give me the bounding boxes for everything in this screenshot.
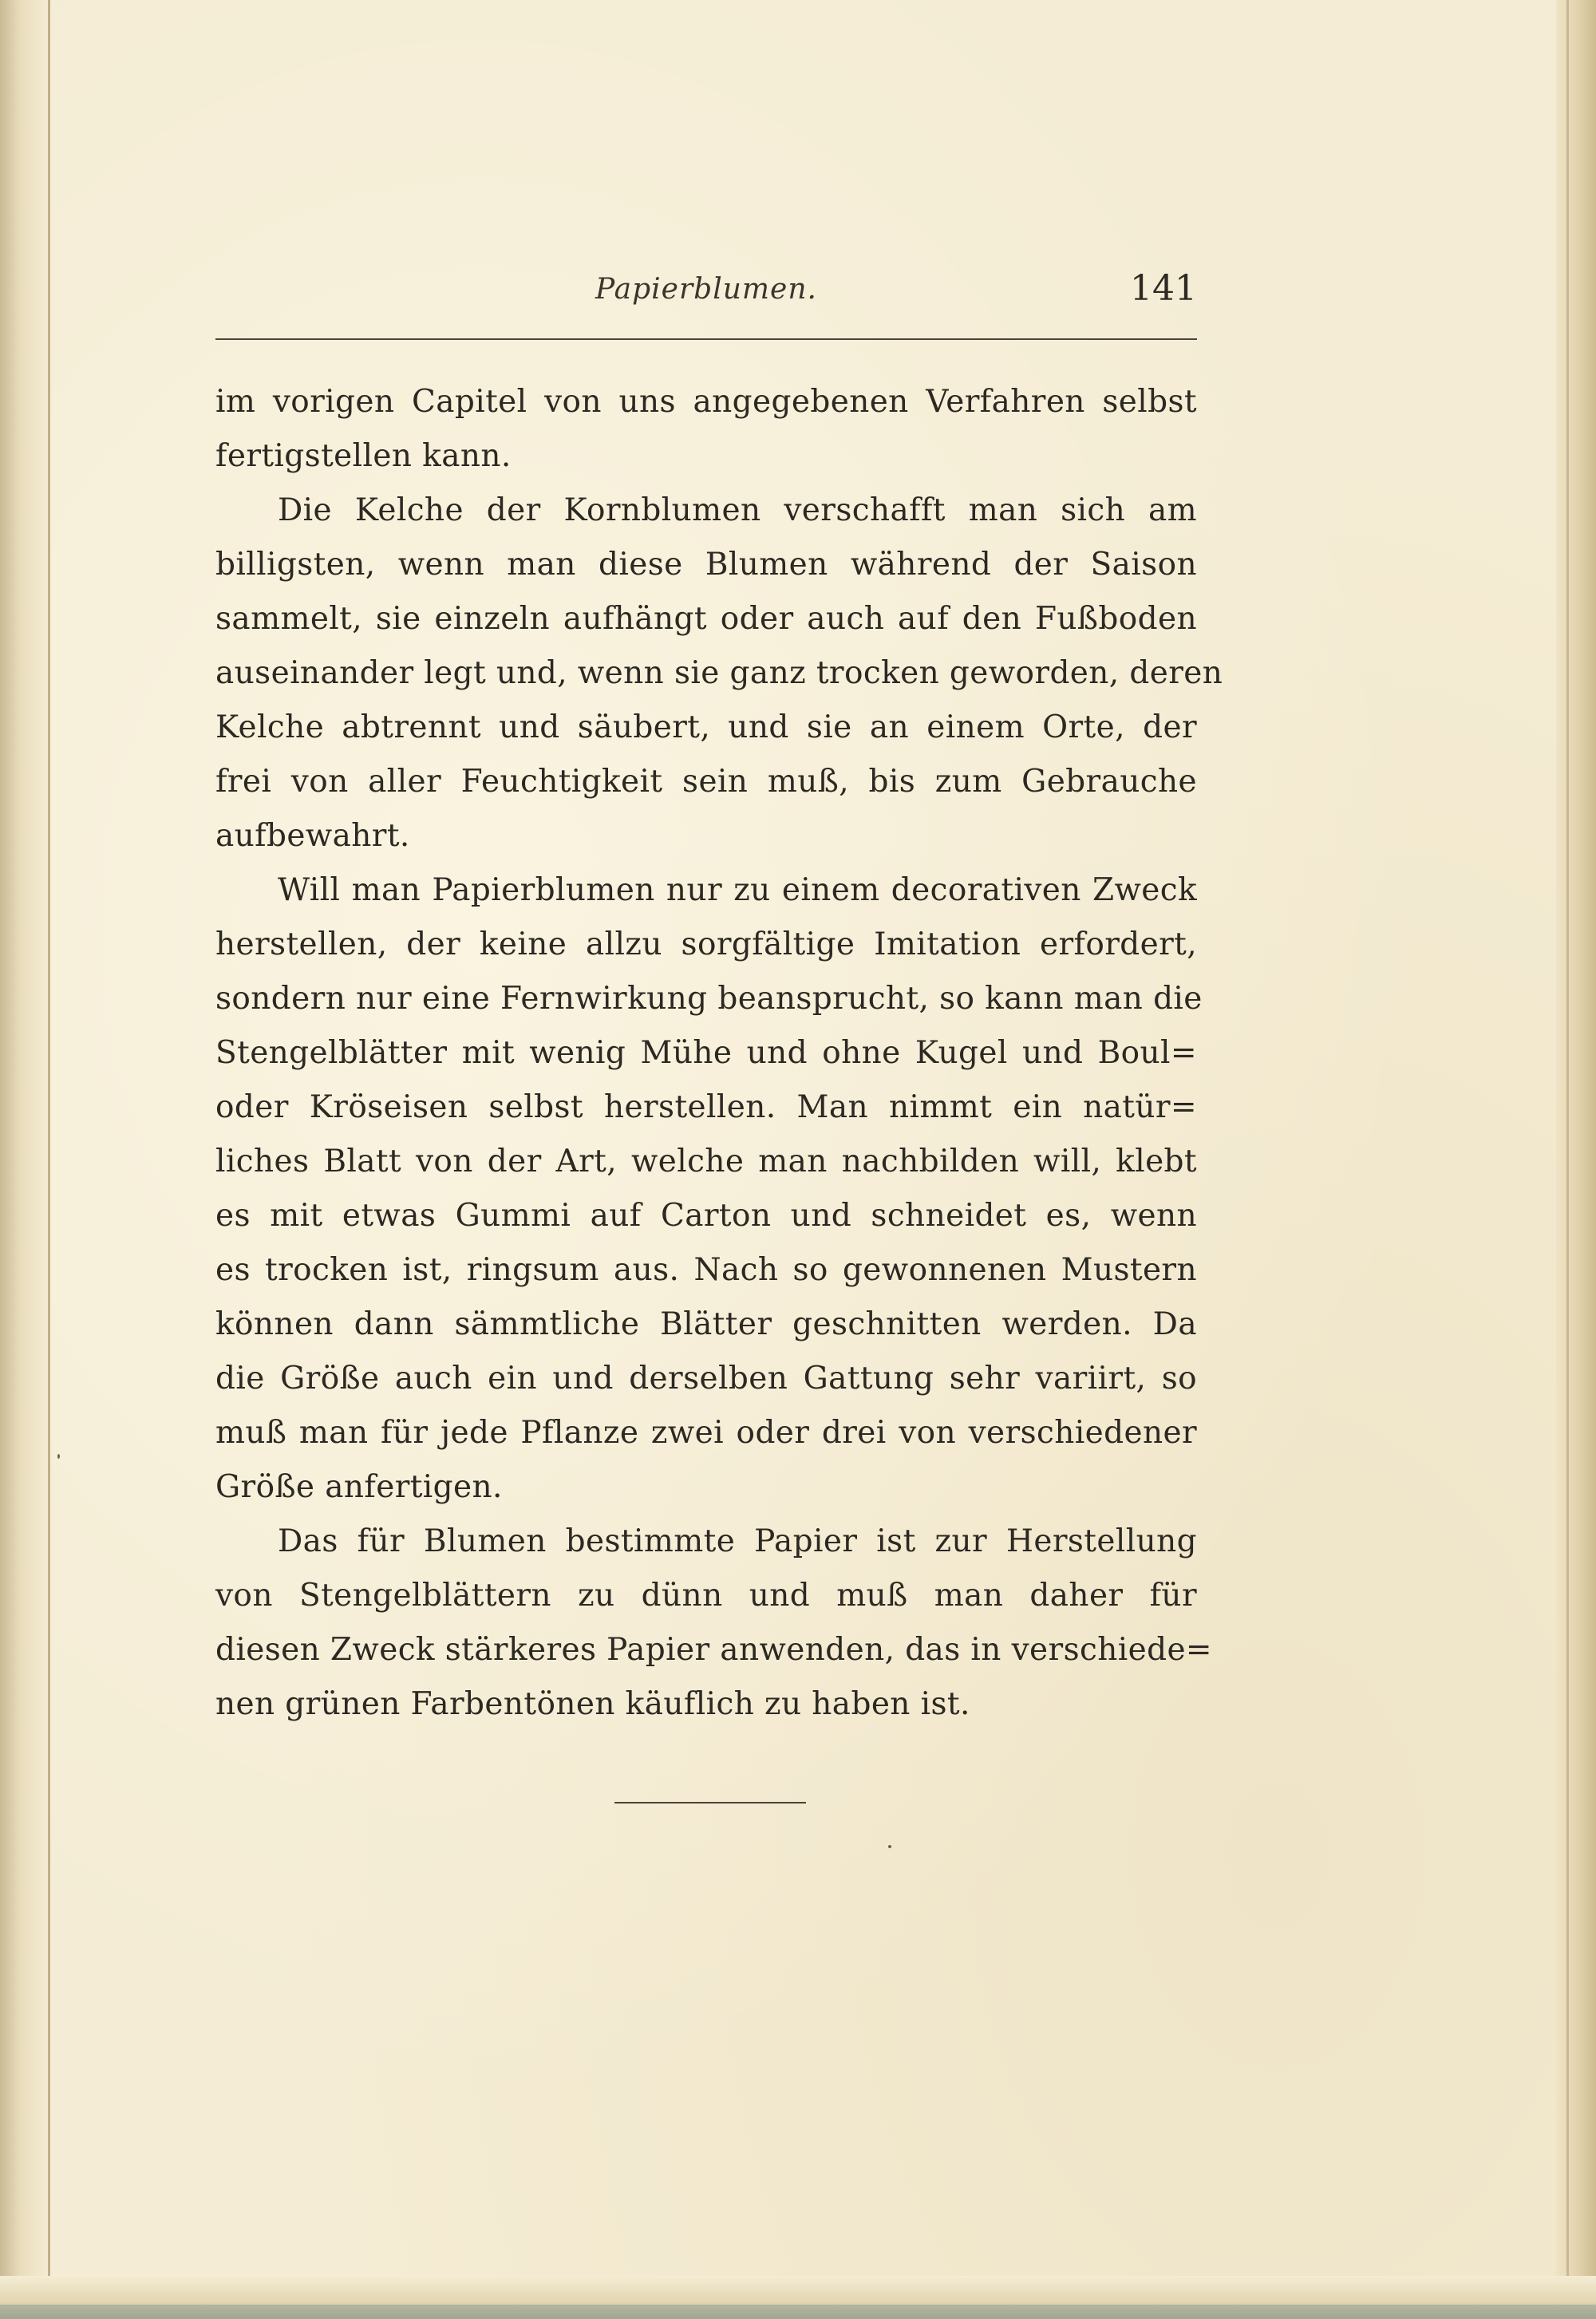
text-line: sondern nur eine Fernwirkung beansprucht, so kann man die	[215, 981, 1203, 1017]
running-head: Papierblumen.	[595, 273, 817, 306]
text-line: frei von aller Feuchtigkeit sein muß, bis zum Gebrauche	[215, 764, 1197, 800]
text-line: von Stengelblättern zu dünn und muß man daher für	[215, 1578, 1197, 1614]
text-line: nen grünen Farbentönen käuflich zu haben ist.	[215, 1686, 970, 1722]
paper-speck	[888, 1845, 891, 1848]
text-line: muß man für jede Pflanze zwei oder drei von verschiedener	[215, 1415, 1197, 1451]
page-number: 141	[1130, 268, 1197, 309]
text-line: Stengelblätter mit wenig Mühe und ohne Kugel und Boul=	[215, 1035, 1197, 1071]
text-line: aufbewahrt.	[215, 818, 410, 854]
text-line: es mit etwas Gummi auf Carton und schneidet es, wenn	[215, 1198, 1197, 1234]
text-line: fertigstellen kann.	[215, 438, 512, 474]
page-bottom-strip	[0, 2305, 1596, 2319]
paper-speck	[57, 1454, 60, 1459]
text-line: Kelche abtrennt und säubert, und sie an einem Orte, der	[215, 709, 1197, 745]
text-line: sammelt, sie einzeln aufhängt oder auch auf den Fußboden	[215, 601, 1197, 637]
text-line: liches Blatt von der Art, welche man nachbilden will, klebt	[215, 1144, 1197, 1179]
page-left-fold	[48, 0, 50, 2319]
text-line: es trocken ist, ringsum aus. Nach so gewonnenen Mustern	[215, 1252, 1197, 1288]
text-line: diesen Zweck stärkeres Papier anwenden, das in verschiede=	[215, 1632, 1213, 1668]
text-line: im vorigen Capitel von uns angegebenen Verfahren selbst	[215, 384, 1197, 420]
page-left-edge	[0, 0, 49, 2319]
text-line: Größe anfertigen.	[215, 1469, 503, 1505]
text-line: Die Kelche der Kornblumen verschafft man sich am	[278, 492, 1197, 528]
page-right-edge	[1556, 0, 1596, 2319]
text-line: billigsten, wenn man diese Blumen während der Saison	[215, 547, 1197, 583]
text-line: können dann sämmtliche Blätter geschnitten werden. Da	[215, 1306, 1197, 1342]
body-text	[215, 375, 1223, 1732]
page-right-fold	[1566, 0, 1569, 2319]
text-line: die Größe auch ein und derselben Gattung sehr variirt, so	[215, 1361, 1197, 1397]
section-end-rule	[614, 1802, 806, 1803]
text-line: Will man Papierblumen nur zu einem decorativen Zweck	[278, 872, 1197, 908]
text-line: Das für Blumen bestimmte Papier ist zur Herstellung	[278, 1523, 1197, 1559]
text-line: auseinander legt und, wenn sie ganz trocken geworden, deren	[215, 655, 1223, 691]
header-rule	[215, 338, 1197, 340]
page-header	[215, 268, 1197, 316]
text-line: herstellen, der keine allzu sorgfältige Imitation erfordert,	[215, 926, 1197, 962]
text-line: oder Kröseisen selbst herstellen. Man nimmt ein natür=	[215, 1089, 1197, 1125]
